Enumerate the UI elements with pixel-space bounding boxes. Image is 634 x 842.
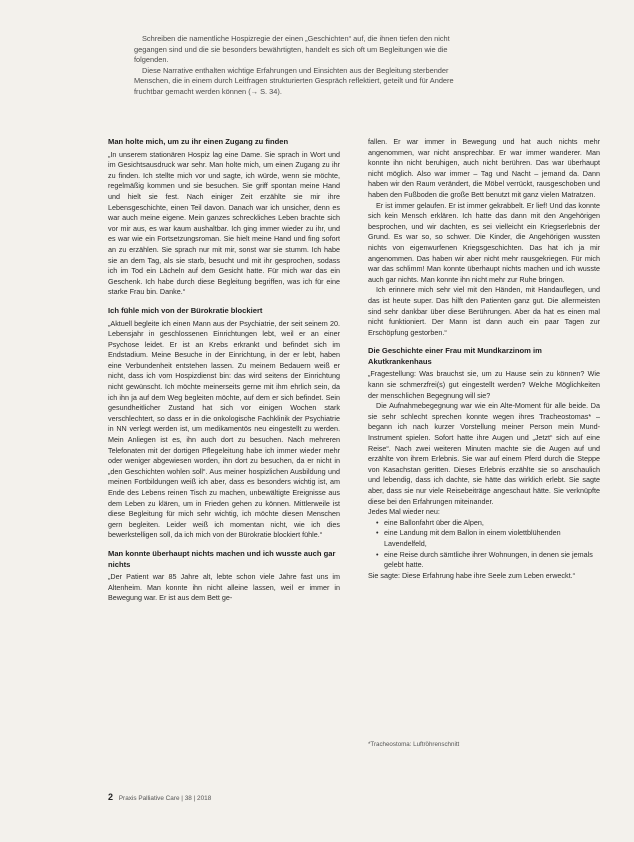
list-intro: Jedes Mal wieder neu: <box>368 507 440 517</box>
story-paragraph-5: Ich erinnere mich sehr viel mit den Händen, mit Handauflegen, und das ist heute super. Das hilft den Patienten ganz gut. Die allermeisten sind sehr dankbar über diese Berührungen. Aber da hat es einen mal nicht funktioniert. Der Mann ist dann auch ein paar Tagen zur Erschöpfung gestorben.“ <box>368 285 600 337</box>
journal-info: Praxis Palliative Care | 38 | 2018 <box>118 795 212 802</box>
intro-text <box>134 34 474 97</box>
intro-paragraph-1: Schreiben die namentliche Hospizregie der einen „Geschichten“ auf, die ihnen tiefen den nicht gegangen sind und die sie besonders bewährtigten, handelt es sich oft um Begleitungen wie die folgenden. <box>134 34 450 64</box>
list-item: • eine Reise durch sämtliche ihrer Wohnungen, in denen sie jemals gelebt hatte. <box>378 550 600 571</box>
right-column <box>368 137 600 581</box>
list-item: • eine Landung mit dem Ballon in einem violettblühenden Lavendelfeld, <box>378 528 600 549</box>
footnote: *Tracheostoma: Luftröhrenschnitt <box>368 741 460 748</box>
story-paragraph-1: „In unserem stationären Hospiz lag eine Dame. Sie sprach in Wort und im Gesichtsausdruck war sehr. Man holte mich, um einen Zugang zu ihr zu finden. Ich stellte mich vor und sagte, ich würde, wenn sie möchte, regelmäßig kommen und sie besuchen. Sie griff spontan meine Hand und hielt sie fest. Nach einiger Zeit erzählte sie mir ihre Lebensgeschichte, einen Teil davon. Danach war ich unsicher, denn es war auch meine eigene. Mein ganzes schreckliches Leben brachte sich vor mir aus, es war kaum aushaltbar. Ich ging immer wieder zu ihr, und es war wie ein Fortsetzungsroman. Sie hielt meine Hand und fing sofort an zu erzählen. Sie sprach nur mit mir, sonst war sie stumm. Ich habe sie an dem Tag, als sie starb, besucht und mit ihr gesprochen, sodass ich im Tod ein Lächeln auf dem Gesicht hatte. Für mich war das ein Geschenk. Ich habe durch diese Begleitung begriffen, was ich für eine starke Frau bin. Danke.“ <box>108 149 340 297</box>
experience-list <box>368 518 600 571</box>
story-paragraph-2: „Aktuell begleite ich einen Mann aus der Psychiatrie, der seit seinem 20. Lebensjahr in geschlossenen Einrichtungen lebt, weil er an einer Psychose leidet. Er ist an Krebs erkrankt und befindet sich im Endstadium. Meine Besuche in der Einrichtung, in der er lebt, haben eine Verbundenheit entstehen lassen. Zu meinem Bedauern weiß er nicht, dass ich vom Hospizdienst bin: das wird seitens der Einrichtung nicht gewünscht. Ich möchte meinerseits gerne mit ihm ehrlich sein, da ich ihn ja auf dem Weg begleiten möchte, auf dem er sich befindet. Sein gesundheitlicher Zustand hat sich vor einigen Wochen stark verschlechtert, so dass er in die onkologische Fachklinik der Psychiatrie in NN verlegt werden ist, um medikamentös neu eingestellt zu werden. Mein Anliegen ist es, ihn auch dort zu besuchen. Nach mehreren Telefonaten mit der dortigen Pflegeleitung habe ich immer wieder mehr oder weniger abgewiesen worden, ihn dort zu besuchen, da er nicht in „den Geschichten wohlen soll“. Aus meiner hospizlichen Ausbildung und meinen Fortbildungen weiß ich aber, dass es besonders wichtig ist, am Ende des Lebens reinen Tisch zu machen, unbewältigte Ereignisse aus dem Leben zu klären, um in Frieden gehen zu können. Mittlerweile ist diese Begleitung für mich sehr wichtig, ich möchte diesen Menschen gern begleiten. Leider weiß ich momentan nicht, wie ich dies bewerkstelligen soll, da ich mich von der Bürokratie blockiert fühle.“ <box>108 318 340 540</box>
story-heading-1: Man holte mich, um zu ihr einen Zugang zu finden <box>108 137 289 146</box>
story-paragraph-6: Die Aufnahmebegegnung war wie ein Alte-Moment für alle beide. Da sie sehr schlecht sprechen konnte wegen ihres Tracheostomas* – begann ich nach kurzer Vorstellung meiner Person mein Mund-Instrument spielen. Sofort hatte ihre Augen und „Jetzt“ sich auf eine Reise“. Nach zwei weiteren Minuten machte sie die Augen auf und erzählte von ihrem Erlebnis. Sie war auf einem Pferd durch die Steppe von Kasachstan geritten. Dieses Erlebnis erzählte sie so anschaulich und lebendig, dass ich dachte, sie hätte das wirklich erlebt. Sie sagte aber, dass sie nur viele Reisebeiträge angeschaut hätte. Sie verknüpfte diese bei den Erfahrungen miteinander. <box>368 401 600 506</box>
story-heading-2: Ich fühle mich von der Bürokratie blockiert <box>108 305 263 315</box>
page-footer <box>108 792 211 802</box>
intro-paragraph-2: Diese Narrative enthalten wichtige Erfahrungen und Einsichten aus der Begleitung sterbender Menschen, die in einem durch Leitfragen strukturierten Gespräch reflektiert, geteilt und für Andere fruchtbar gemacht werden können (→ S. 34). <box>134 65 454 96</box>
left-column <box>108 137 340 604</box>
story-heading-3: Man konnte überhaupt nichts machen und ich wusste auch gar nichts <box>108 548 336 569</box>
story-paragraph-4: Er ist immer gelaufen. Er ist immer gekrabbelt. Er lief! Und das konnte sich kein Mensch erklären. Ich hatte das dann mit den Angehörigen besprochen, und wir dachten, es sei vielleicht ein Kriegserlebnis der Grund. Es war so, so schwer. Die Kinder, die Angehörigen wussten nichts von eigenwurfenen Kriegsgeschichten. Das hat ich ja mir angenommen. Das haben wir aber nicht mehr rausgekriegen. Für mich war das schlimm! Man konnte überhaupt nichts machen und ich wusste auch gar nichts. Man konnte ihn nicht mehr zur Ruhe bringen. <box>368 200 600 284</box>
story-paragraph-3: „Der Patient war 85 Jahre alt, lebte schon viele Jahre fast uns im Altenheim. Man konnte ihn nicht alleine lassen, weil er immer in Bewegung war. Er ist aus dem Bett ge- <box>108 572 340 603</box>
page-number: 2 <box>108 792 114 802</box>
story-heading-4: Die Geschichte einer Frau mit Mundkarzinom im Akutkrankenhaus <box>368 346 542 366</box>
question-paragraph: „Fragestellung: Was brauchst sie, um zu Hause sein zu können? Wie kann sie schmerzfrei(s) gut eingestellt werden? Welche Möglichkeiten der menschlichen Begegnung will sie? <box>368 369 600 400</box>
story-continuation: fallen. Er war immer in Bewegung und hat auch nichts mehr angenommen, war nicht ansprechbar. Er war immer wanderer. Man konnte ihn nicht beruhigen, auch nicht berühren. Das war überhaupt nicht möglich. Also war immer – Tag und Nacht – jemand da. Dann haben wir den Raum verändert, die Möbel verrückt, rausgeschoben und haben den Fußboden die große Bett benutzt mit ganz vielen Matratzen. <box>368 137 600 199</box>
list-item: • eine Ballonfahrt über die Alpen, <box>378 518 600 529</box>
story-closing: Sie sagte: Diese Erfahrung habe ihre Seele zum Leben erweckt.“ <box>368 570 575 580</box>
